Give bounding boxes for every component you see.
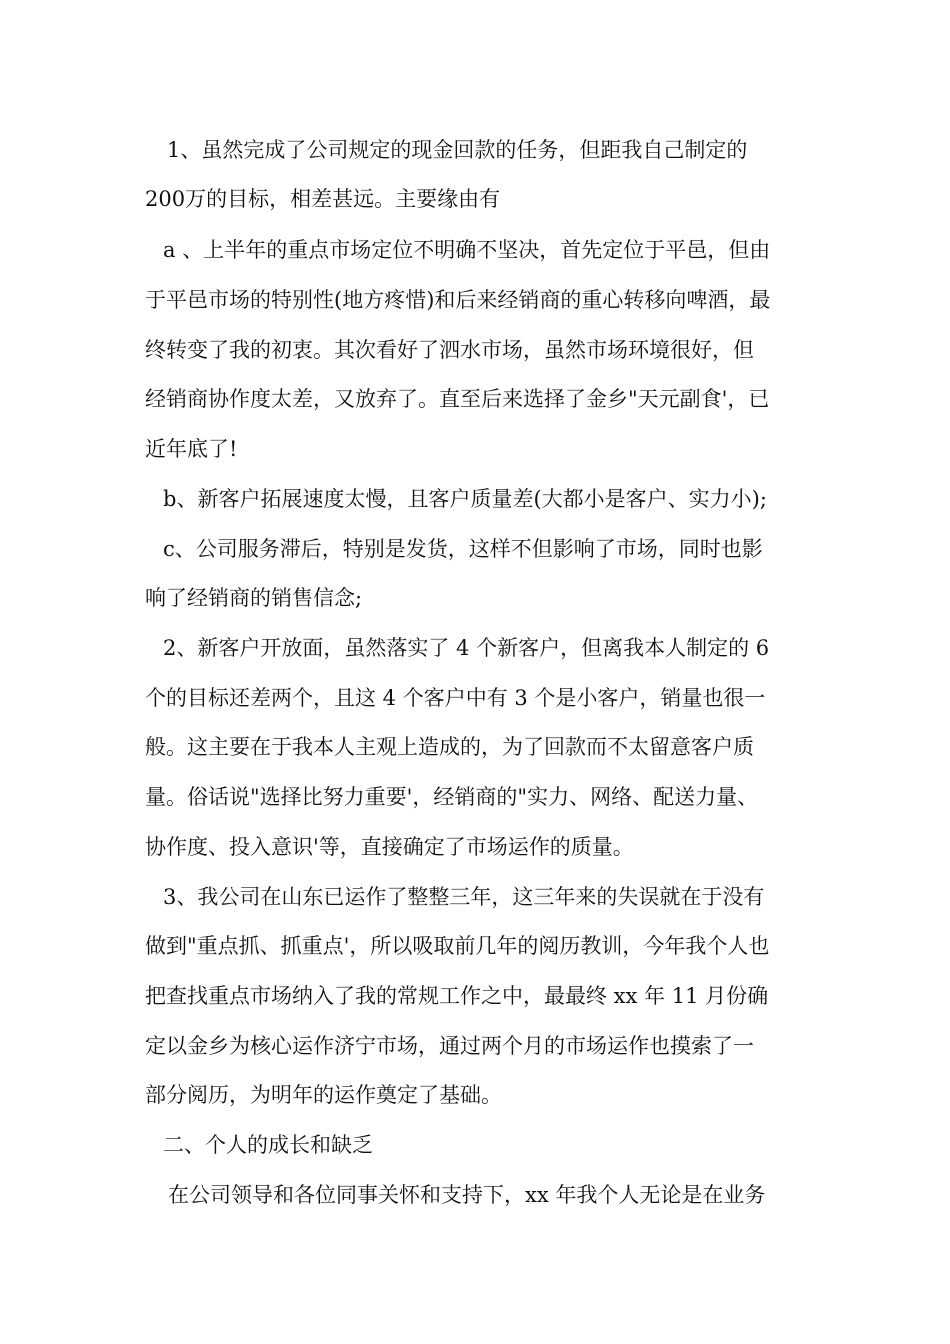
- paragraph-line: 个的目标还差两个，且这 4 个客户中有 3 个是小客户，销量也很一: [145, 686, 766, 710]
- paragraph-line: 部分阅历，为明年的运作奠定了基础。: [145, 1083, 502, 1107]
- paragraph-line: 定以金乡为核心运作济宁市场，通过两个月的市场运作也摸索了一: [145, 1034, 754, 1058]
- paragraph-line: 3、我公司在山东已运作了整整三年，这三年来的失误就在于没有: [163, 885, 765, 909]
- paragraph-line: 响了经销商的销售信念;: [145, 586, 363, 610]
- paragraph-line: 把查找重点市场纳入了我的常规工作之中，最最终 xx 年 11 月份确: [145, 984, 769, 1008]
- paragraph-line: 般。这主要在于我本人主观上造成的，为了回款而不太留意客户质: [145, 735, 754, 759]
- paragraph-line: 200万的目标，相差甚远。主要缘由有: [145, 187, 501, 211]
- paragraph-line: 终转变了我的初衷。其次看好了泗水市场，虽然市场环境很好，但: [145, 338, 754, 362]
- paragraph-line: 2、新客户开放面，虽然落实了 4 个新客户，但离我本人制定的 6: [163, 636, 770, 660]
- paragraph-line: 在公司领导和各位同事关怀和支持下，xx 年我个人无论是在业务: [168, 1183, 766, 1207]
- paragraph-line: 做到"重点抓、抓重点'，所以吸取前几年的阅历教训，今年我个人也: [145, 934, 770, 958]
- paragraph-line: a 、上半年的重点市场定位不明确不坚决，首先定位于平邑，但由: [163, 238, 771, 262]
- section-heading: 二、个人的成长和缺乏: [163, 1133, 373, 1157]
- paragraph-line: 近年底了!: [145, 437, 238, 461]
- paragraph-line: 1、虽然完成了公司规定的现金回款的任务，但距我自己制定的: [167, 138, 748, 162]
- paragraph-line: c、公司服务滞后，特别是发货，这样不但影响了市场，同时也影: [163, 537, 763, 561]
- paragraph-line: 于平邑市场的特别性(地方疼惜)和后来经销商的重心转移向啤酒，最: [145, 288, 771, 312]
- paragraph-line: 协作度、投入意识'等，直接确定了市场运作的质量。: [145, 835, 634, 859]
- paragraph-line: 经销商协作度太差，又放弃了。直至后来选择了金乡"天元副食'，已: [145, 387, 770, 411]
- paragraph-line: 量。俗话说"选择比努力重要'，经销商的"实力、网络、配送力量、: [145, 785, 759, 809]
- paragraph-line: b、新客户拓展速度太慢，且客户质量差(大都小是客户、实力小);: [163, 487, 767, 511]
